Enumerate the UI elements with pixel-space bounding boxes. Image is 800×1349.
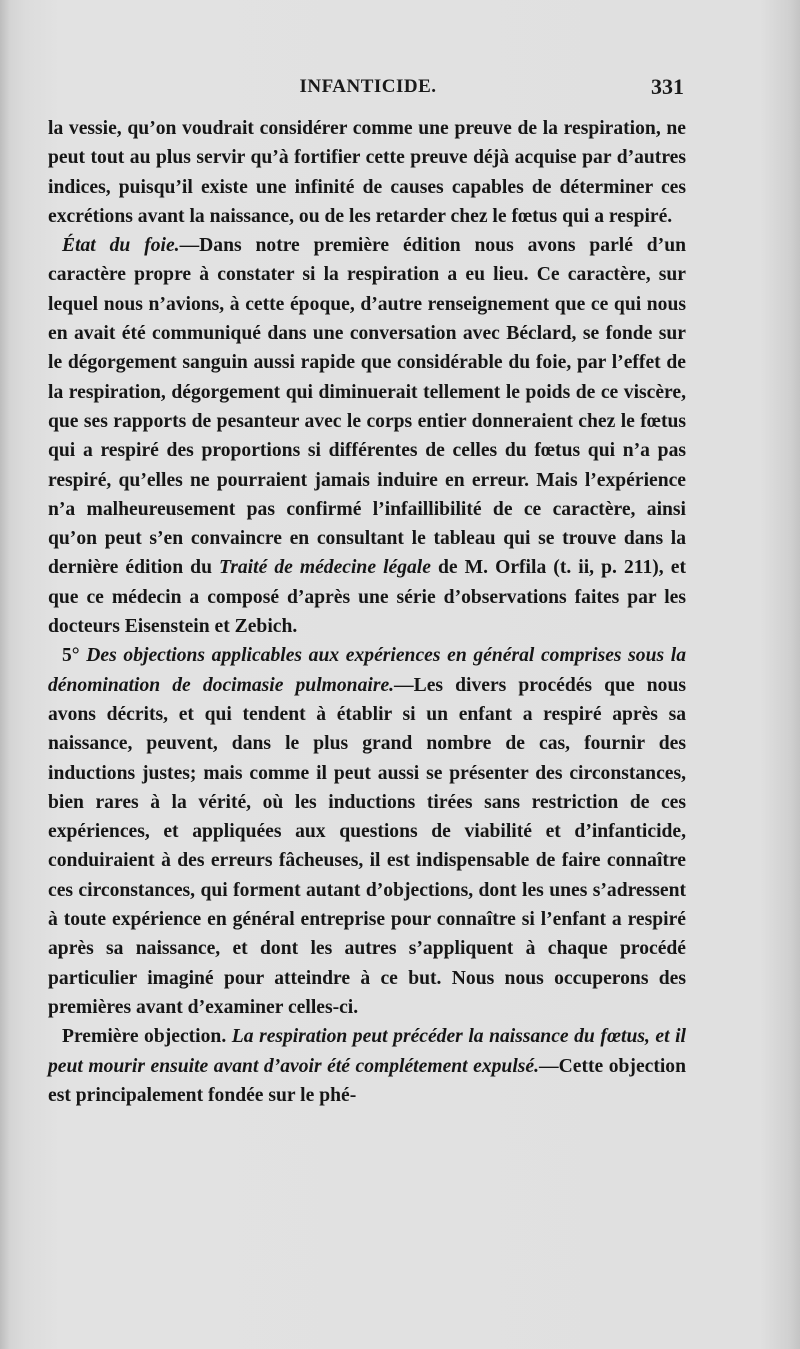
- paragraph-text: —Les divers procédés que nous avons décrits, et qui tendent à établir si un enfant a respiré après sa naissance, peuvent, dans le plus grand nombre de cas, fournir des inductions justes; mais comme il peut aussi se présenter des circonstances, bien rares à la vérité, où les inductions tirées sans restriction de ces expériences, et appliquées aux questions de viabilité et d’infanticide, conduiraient à des erreurs fâcheuses, il est indispensable de faire connaître ces circonstances, qui forment autant d’objections, dont les unes s’adressent à toute expérience en général entreprise pour connaître si l’enfant a respiré après sa naissance, et dont les autres s’appliquent à chaque procédé particulier imaginé pour atteindre à ce but. Nous nous occuperons des premières avant d’examiner celles-ci.: [48, 674, 686, 1018]
- objection-heading: La respiration peut précéder la naissance du fœtus, et il peut mourir ensuite avant d’avoir été complétement expulsé.: [48, 1026, 686, 1077]
- paragraph-text: —Dans notre première édition nous avons parlé d’un caractère propre à constater si la respiration a eu lieu. Ce caractère, sur lequel nous n’avions, à cette époque, d’autre renseignement que ce qui nous en avait été communiqué dans une conversation avec Béclard, se fonde sur le dégorgement sanguin aussi rapide que considérable du foie, par l’effet de la respiration, dégorgement qui diminuerait tellement le poids de ce viscère, que ses rapports de pesanteur avec le corps entier donneraient chez le fœtus qui a respiré des proportions si différentes de celles du fœtus qui n’a pas respiré, qu’elles ne pourraient jamais induire en erreur. Mais l’expérience n’a malheureusement pas confirmé l’infaillibilité de ce caractère, ainsi qu’on peut s’en convaincre en consultant le tableau qui se trouve dans la dernière édition du: [48, 235, 687, 579]
- page-number: 331: [651, 74, 684, 99]
- paragraph-3: [48, 641, 686, 1022]
- book-title: Traité de médecine légale: [219, 557, 431, 579]
- paragraph-text: la vessie, qu’on voudrait considérer comme une preuve de la respiration, ne peut tout au plus servir qu’à fortifier cette preuve déjà acquise par d’autres indices, puisqu’il existe une infinité de causes capables de déterminer ces excrétions avant la naissance, ou de les retarder chez le fœtus qui a respiré.: [48, 118, 686, 227]
- page-header: [48, 76, 688, 102]
- running-title: INFANTICIDE.: [299, 76, 437, 97]
- paragraph-1: [48, 114, 686, 231]
- paragraph-4: [48, 1022, 686, 1110]
- section-number: 5°: [62, 645, 87, 667]
- section-heading: État du foie.: [62, 235, 180, 257]
- section-heading: Des objections applicables aux expériences en général comprises sous la dénomination de docimasie pulmonaire.: [48, 645, 686, 696]
- objection-label: Première objection.: [62, 1026, 232, 1048]
- paragraph-2: [48, 231, 686, 641]
- page-body: [48, 114, 686, 1110]
- paragraph-text: —Cette objection est principalement fondée sur le phé-: [48, 1055, 686, 1106]
- paragraph-text-end: de M. Orfila (t. ii, p. 211), et que ce médecin a composé d’après une série d’observations faites par les docteurs Eisenstein et Zebich.: [48, 557, 686, 638]
